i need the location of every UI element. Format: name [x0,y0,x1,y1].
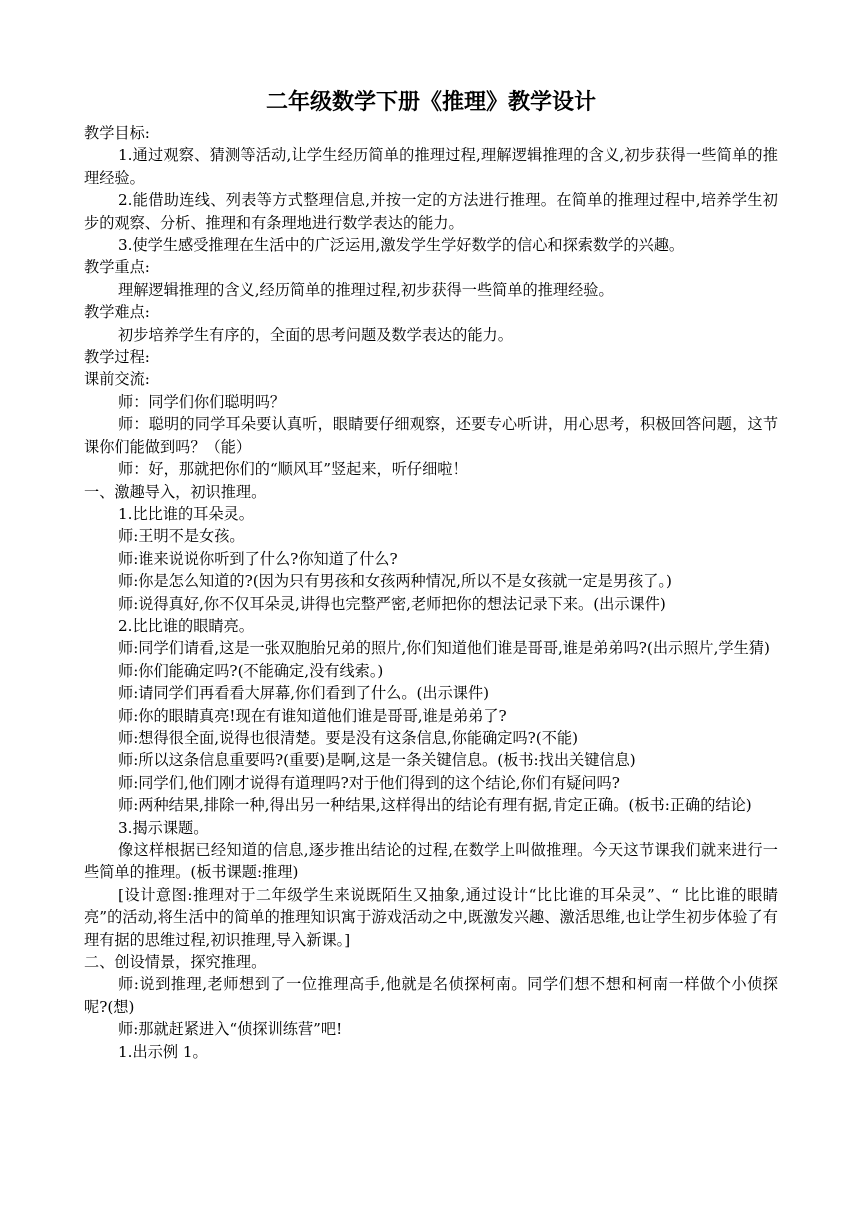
body-paragraph: 师:你们能确定吗?(不能确定,没有线索。) [118,661,384,680]
section-heading: 课前交流: [84,370,150,389]
body-paragraph: 1.通过观察、猜测等活动,让学生经历简单的推理过程,理解逻辑推理的含义,初步获得一些简单的推理经验。 [84,146,778,187]
body-paragraph: 师:王明不是女孩。 [118,527,245,546]
body-paragraph: 师:同学们请看,这是一张双胞胎兄弟的照片,你们知道他们谁是哥哥,谁是弟弟吗?(出示照片,学生猜) [118,639,770,658]
body-paragraph: 师:说得真好,你不仅耳朵灵,讲得也完整严密,老师把你的想法记录下来。(出示课件) [118,594,666,613]
body-paragraph: 师：同学们你们聪明吗？ [118,392,286,411]
body-paragraph: 师:说到推理,老师想到了一位推理高手,他就是名侦探柯南。同学们想不想和柯南一样做个小侦探呢?(想) [84,975,778,1016]
body-paragraph: 师:请同学们再看看大屏幕,你们看到了什么。(出示课件) [118,684,490,703]
body-paragraph: 1.出示例 1。 [118,1042,208,1061]
body-paragraph: 像这样根据已经知道的信息,逐步推出结论的过程,在数学上叫做推理。今天这节课我们就来进行一些简单的推理。(板书课题:推理) [84,841,778,882]
body-paragraph: 师:所以这条信息重要吗?(重要)是啊,这是一条关键信息。(板书:找出关键信息) [118,751,636,770]
section-heading: 教学过程: [84,348,150,367]
body-paragraph: 理解逻辑推理的含义,经历简单的推理过程,初步获得一些简单的推理经验。 [118,280,614,299]
section-heading: 教学难点: [84,303,150,322]
section-heading: 教学重点: [84,258,150,277]
body-paragraph: 初步培养学生有序的，全面的思考问题及数学表达的能力。 [118,325,513,344]
body-paragraph: 师：聪明的同学耳朵要认真听，眼睛要仔细观察，还要专心听讲，用心思考，积极回答问题，这节课你们能做到吗？（能） [84,415,778,456]
body-paragraph: [设计意图:推理对于二年级学生来说既陌生又抽象,通过设计“比比谁的耳朵灵”、“ 比比谁的眼睛亮”的活动,将生活中的简单的推理知识寓于游戏活动之中,既激发兴趣、激活思维,也让学生初步体验了有理有据的思维过程,初识推理,导入新课。] [84,885,778,949]
body-paragraph: 1.比比谁的耳朵灵。 [118,504,254,523]
body-paragraph: 3.使学生感受推理在生活中的广泛运用,激发学生学好数学的信心和探索数学的兴趣。 [118,236,685,255]
body-paragraph: 2.比比谁的眼睛亮。 [118,616,254,635]
document-body [84,122,778,1063]
document-page [84,88,778,1063]
body-paragraph: 2.能借助连线、列表等方式整理信息,并按一定的方法进行推理。在简单的推理过程中,培养学生初步的观察、分析、推理和有条理地进行数学表达的能力。 [84,191,778,232]
body-paragraph: 师:你的眼睛真亮!现在有谁知道他们谁是哥哥,谁是弟弟了? [118,706,507,725]
body-paragraph: 3.揭示课题。 [118,818,209,837]
body-paragraph: 师:那就赶紧进入“侦探训练营”吧! [118,1020,343,1039]
section-heading: 一、激趣导入，初识推理。 [84,482,267,501]
body-paragraph: 师:想得很全面,说得也很清楚。要是没有这条信息,你能确定吗?(不能) [118,728,579,747]
document-title: 二年级数学下册《推理》教学设计 [265,90,596,115]
body-paragraph: 师:同学们,他们刚才说得有道理吗?对于他们得到的这个结论,你们有疑问吗? [118,773,620,792]
body-paragraph: 师：好，那就把你们的“顺风耳”竖起来，听仔细啦！ [118,460,468,479]
body-paragraph: 师:两种结果,排除一种,得出另一种结果,这样得出的结论有理有据,肯定正确。(板书:正确的结论) [118,796,752,815]
body-paragraph: 师:你是怎么知道的?(因为只有男孩和女孩两种情况,所以不是女孩就一定是男孩了。) [118,572,672,591]
section-heading: 二、创设情景，探究推理。 [84,953,267,972]
body-paragraph: 师:谁来说说你听到了什么?你知道了什么? [118,549,398,568]
section-heading: 教学目标: [84,124,150,142]
